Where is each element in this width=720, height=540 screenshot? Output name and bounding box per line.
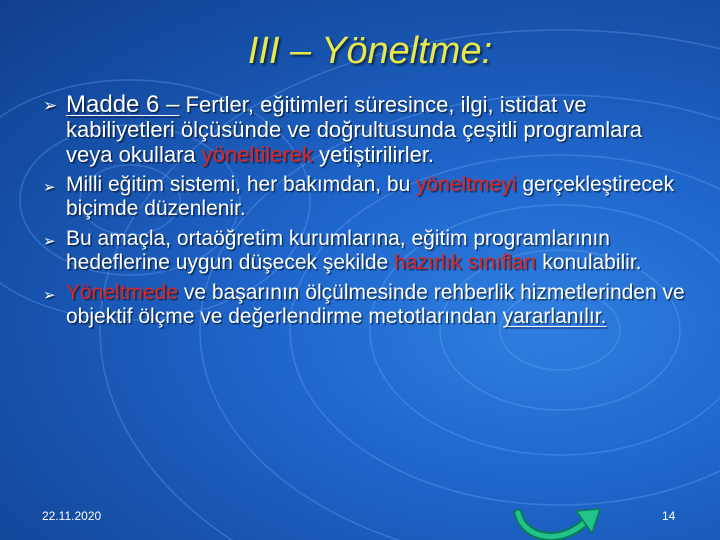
highlight-text: Yöneltmede [66, 281, 179, 304]
highlight-text: yöneltmeyi [416, 173, 517, 196]
bullet-text: konulabilir. [536, 251, 642, 274]
page-number: 14 [662, 509, 676, 523]
bullet-text: ve başarının ölçülmesinde rehberlik hizmetlerinden ve objektif ölçme ve değerlendirme metotlarından [66, 281, 685, 328]
bullet-item-1 [43, 91, 686, 167]
arrow-bullet-icon: ➢ [43, 96, 58, 116]
bullet-lead: Madde 6 – [66, 91, 180, 118]
bullet-item-2 [43, 173, 686, 221]
highlight-text: yöneltilerek [201, 142, 314, 167]
underlined-text: yararlanılır. [502, 305, 607, 328]
bullet-text: gerçekleştirecek biçimde düzenlenir. [66, 173, 675, 220]
bullet-item-4 [43, 281, 686, 329]
return-arrow-icon[interactable] [510, 505, 610, 540]
arrow-bullet-icon: ➢ [43, 178, 56, 196]
arrow-bullet-icon: ➢ [43, 286, 56, 304]
footer-date: 22.11.2020 [42, 509, 102, 523]
bullet-list [43, 91, 686, 335]
bullet-text: Bu amaçla, ortaöğretim kurumlarına, eğitim programlarının hedeflerine uygun düşecek şekilde [66, 227, 610, 274]
bullet-item-3 [43, 227, 686, 275]
slide-title: III – Yöneltme: [247, 30, 493, 72]
bullet-text: Fertler, eğitimleri süresince, ilgi, istidat ve kabiliyetleri ölçüsünde ve doğrultusunda çeşitli programlara veya okullara [66, 92, 642, 167]
arrow-bullet-icon: ➢ [43, 232, 56, 250]
bullet-text: yetiştirilirler. [313, 142, 435, 167]
highlight-text: hazırlık sınıfları [394, 251, 537, 274]
bullet-text: Milli eğitim sistemi, her bakımdan, bu [66, 173, 417, 196]
